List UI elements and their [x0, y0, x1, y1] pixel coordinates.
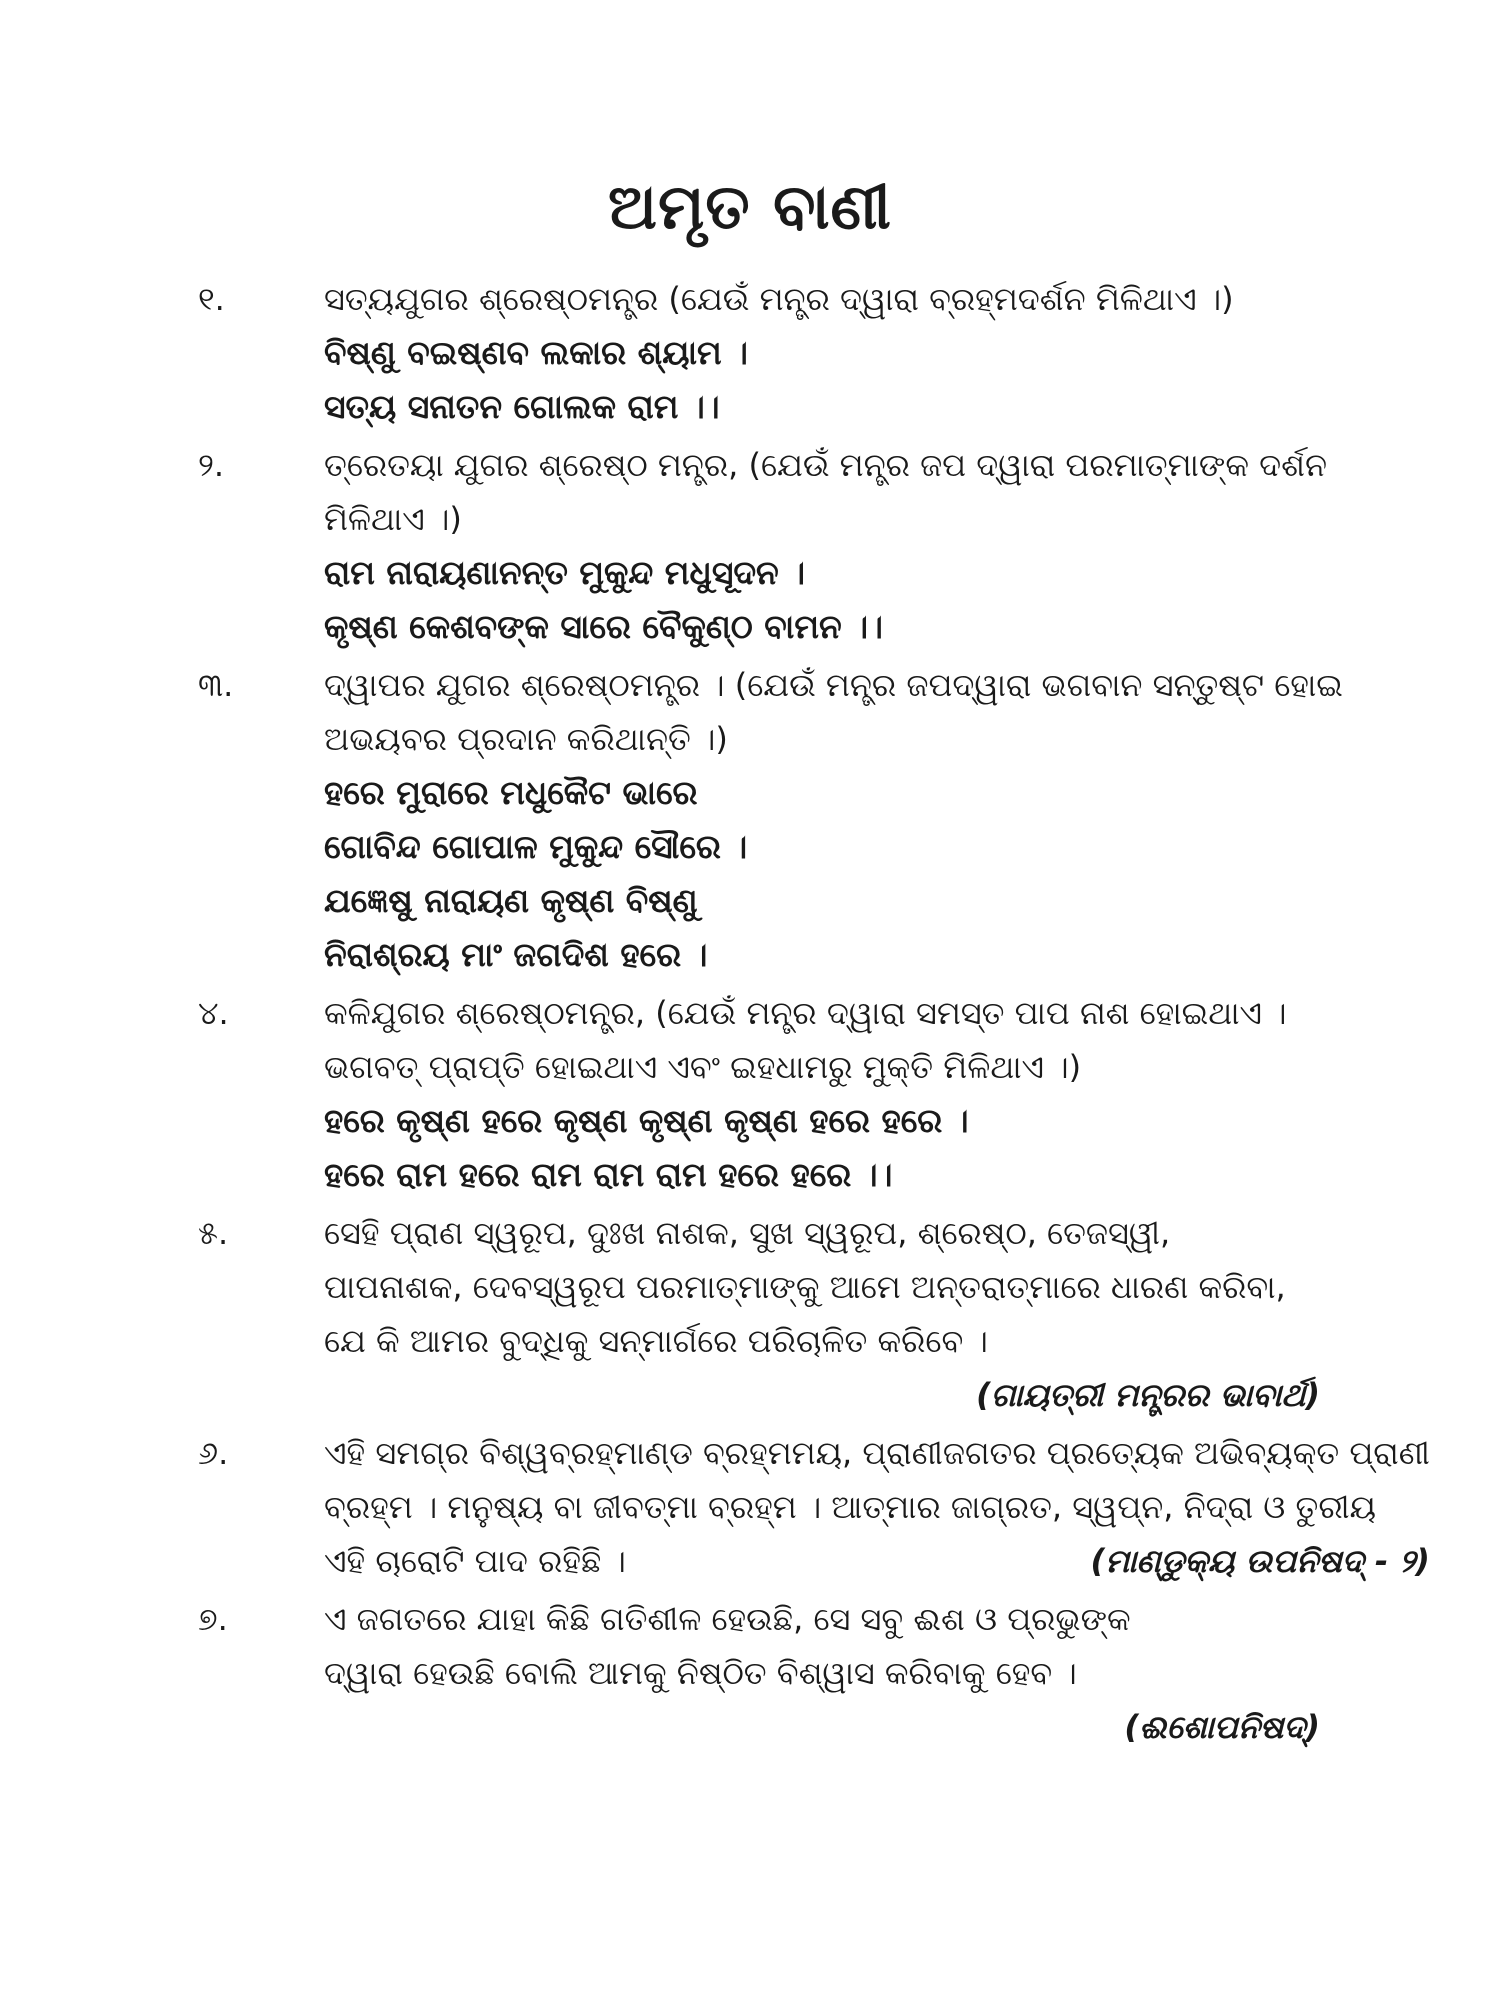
- mantra-line: ରାମ ନାରାୟଣାନନ୍ତ ମୁକୁନ୍ଦ ମଧୁସୂଦନ ।: [324, 553, 806, 592]
- item-body: [324, 272, 1320, 434]
- intro-line: ଅଭୟବର ପ୍ରଦାନ କରିଥାନ୍ତି ।): [324, 720, 728, 758]
- mantra-line: ଯଜ୍ଞେଷୁ ନାରାୟଣ କୃଷ୍ଣ ବିଷ୍ଣୁ: [324, 881, 698, 920]
- intro-line: ଏହି ସମଗ୍ର ବିଶ୍ୱବ୍ରହ୍ମାଣ୍ଡ ବ୍ରହ୍ମମୟ, ପ୍ରାଣୀଜଗତର ପ୍ରତ୍ୟେକ ଅଭିବ୍ୟକ୍ତ ପ୍ରାଣୀ: [324, 1434, 1430, 1472]
- intro-line: କଳିଯୁଗର ଶ୍ରେଷ୍ଠମନ୍ତ୍ର, (ଯେଉଁ ମନ୍ତ୍ର ଦ୍ୱାରା ସମସ୍ତ ପାପ ନାଶ ହୋଇଥାଏ ।: [324, 994, 1287, 1032]
- item-body: [324, 438, 1327, 654]
- item-body: [324, 658, 1343, 982]
- intro-line: ସତ୍ୟଯୁଗର ଶ୍ରେଷ୍ଠମନ୍ତ୍ର (ଯେଉଁ ମନ୍ତ୍ର ଦ୍ୱାରା ବ୍ରହ୍ମଦର୍ଶନ ମିଳିଥାଏ ।): [324, 280, 1234, 318]
- mantra-line: ନିରାଶ୍ରୟ ମାଂ ଜଗଦିଶ ହରେ ।: [324, 935, 708, 974]
- intro-line: ଏ ଜଗତରେ ଯାହା କିଛି ଗତିଶୀଳ ହେଉଛି, ସେ ସବୁ ଈଶ ଓ ପ୍ରଭୁଙ୍କ: [324, 1600, 1131, 1638]
- item-body: [324, 1206, 1320, 1422]
- list-item: [180, 1426, 1430, 1588]
- source-citation: (ଗାୟତ୍ରୀ ମନ୍ତ୍ରର ଭାବାର୍ଥ): [976, 1376, 1320, 1414]
- mantra-line: ହରେ ମୁରାରେ ମଧୁକୈଟ ଭାରେ: [324, 773, 698, 812]
- item-number: ୪.: [198, 994, 229, 1032]
- item-number: ୩.: [198, 666, 234, 704]
- intro-line: ଦ୍ୱାରା ହେଉଛି ବୋଲି ଆମକୁ ନିଷ୍ଠିତ ବିଶ୍ୱାସ କରିବାକୁ ହେବ ।: [324, 1654, 1077, 1692]
- list-item: [180, 1592, 1320, 1754]
- list-item: [180, 986, 1320, 1202]
- intro-line: ଯେ କି ଆମର ବୁଦ୍ଧିକୁ ସନ୍ମାର୍ଗରେ ପରିଚାଳିତ କରିବେ ।: [324, 1322, 988, 1360]
- list-item: [180, 1206, 1320, 1422]
- item-number: ୭.: [198, 1600, 228, 1638]
- item-body: [324, 1592, 1320, 1754]
- item-number: ୬.: [198, 1434, 229, 1472]
- item-body: [324, 1426, 1430, 1588]
- intro-line: ବ୍ରହ୍ମ । ମନୁଷ୍ୟ ବା ଜୀବତ୍ମା ବ୍ରହ୍ମ । ଆତ୍ମାର ଜାଗ୍ରତ, ସ୍ୱପ୍ନ, ନିଦ୍ରା ଓ ତୁରୀୟ: [324, 1488, 1376, 1526]
- list-item: [180, 658, 1343, 982]
- mantra-line: ସତ୍ୟ ସନାତନ ଗୋଲକ ରାମ ।।: [324, 387, 720, 426]
- intro-line: ଭଗବତ୍ ପ୍ରାପ୍ତି ହୋଇଥାଏ ଏବଂ ଇହଧାମରୁ ମୁକ୍ତି ମିଳିଥାଏ ।): [324, 1048, 1082, 1086]
- list-item: [180, 272, 1320, 434]
- last-line-with-source: [324, 1534, 1430, 1588]
- item-number: ୨.: [198, 446, 225, 484]
- mantra-line: ବିଷ୍ଣୁ ବଇଷ୍ଣବ ଲକାର ଶ୍ୟାମ ।: [324, 333, 749, 372]
- intro-line: ସେହି ପ୍ରାଣ ସ୍ୱରୂପ, ଦୁଃଖ ନାଶକ, ସୁଖ ସ୍ୱରୂପ, ଶ୍ରେଷ୍ଠ, ତେଜସ୍ୱୀ,: [324, 1214, 1171, 1252]
- mantra-line: ହରେ କୃଷ୍ଣ ହରେ କୃଷ୍ଣ କୃଷ୍ଣ କୃଷ୍ଣ ହରେ ହରେ ।: [324, 1101, 969, 1140]
- mantra-line: ଗୋବିନ୍ଦ ଗୋପାଳ ମୁକୁନ୍ଦ ସୌରେ ।: [324, 827, 748, 866]
- page-title: ଅମୃତ ବାଣୀ: [608, 170, 892, 243]
- mantra-line: କୃଷ୍ଣ କେଶବଙ୍କ ସାରେ ବୈକୁଣ୍ଠ ବାମନ ।।: [324, 607, 883, 646]
- source-citation: (ମାଣ୍ଡୁକ୍ୟ ଉପନିଷଦ୍ - ୨): [1090, 1542, 1430, 1580]
- intro-line: ଦ୍ୱାପର ଯୁଗର ଶ୍ରେଷ୍ଠମନ୍ତ୍ର । (ଯେଉଁ ମନ୍ତ୍ର ଜପଦ୍ୱାରା ଭଗବାନ ସନ୍ତୁଷ୍ଟ ହୋଇ: [324, 666, 1343, 704]
- intro-line: ଏହି ଚାରୋଟି ପାଦ ରହିଛି ।: [324, 1542, 626, 1580]
- list-item: [180, 438, 1328, 654]
- intro-line: ମିଳିଥାଏ ।): [324, 500, 462, 538]
- source-citation: (ଈଶୋପନିଷଦ୍): [1124, 1708, 1320, 1746]
- item-number: ୧.: [198, 280, 225, 318]
- mantra-line: ହରେ ରାମ ହରେ ରାମ ରାମ ରାମ ହରେ ହରେ ।।: [324, 1155, 893, 1194]
- intro-line: ତ୍ରେତୟା ଯୁଗର ଶ୍ରେଷ୍ଠ ମନ୍ତ୍ର, (ଯେଉଁ ମନ୍ତ୍ର ଜପ ଦ୍ୱାରା ପରମାତ୍ମାଙ୍କ ଦର୍ଶନ: [324, 446, 1328, 484]
- intro-line: ପାପନାଶକ, ଦେବସ୍ୱରୂପ ପରମାତ୍ମାଙ୍କୁ ଆମେ ଅନ୍ତରାତ୍ମାରେ ଧାରଣ କରିବା,: [324, 1268, 1286, 1306]
- item-number: ୫.: [198, 1214, 229, 1252]
- item-body: [324, 986, 1320, 1202]
